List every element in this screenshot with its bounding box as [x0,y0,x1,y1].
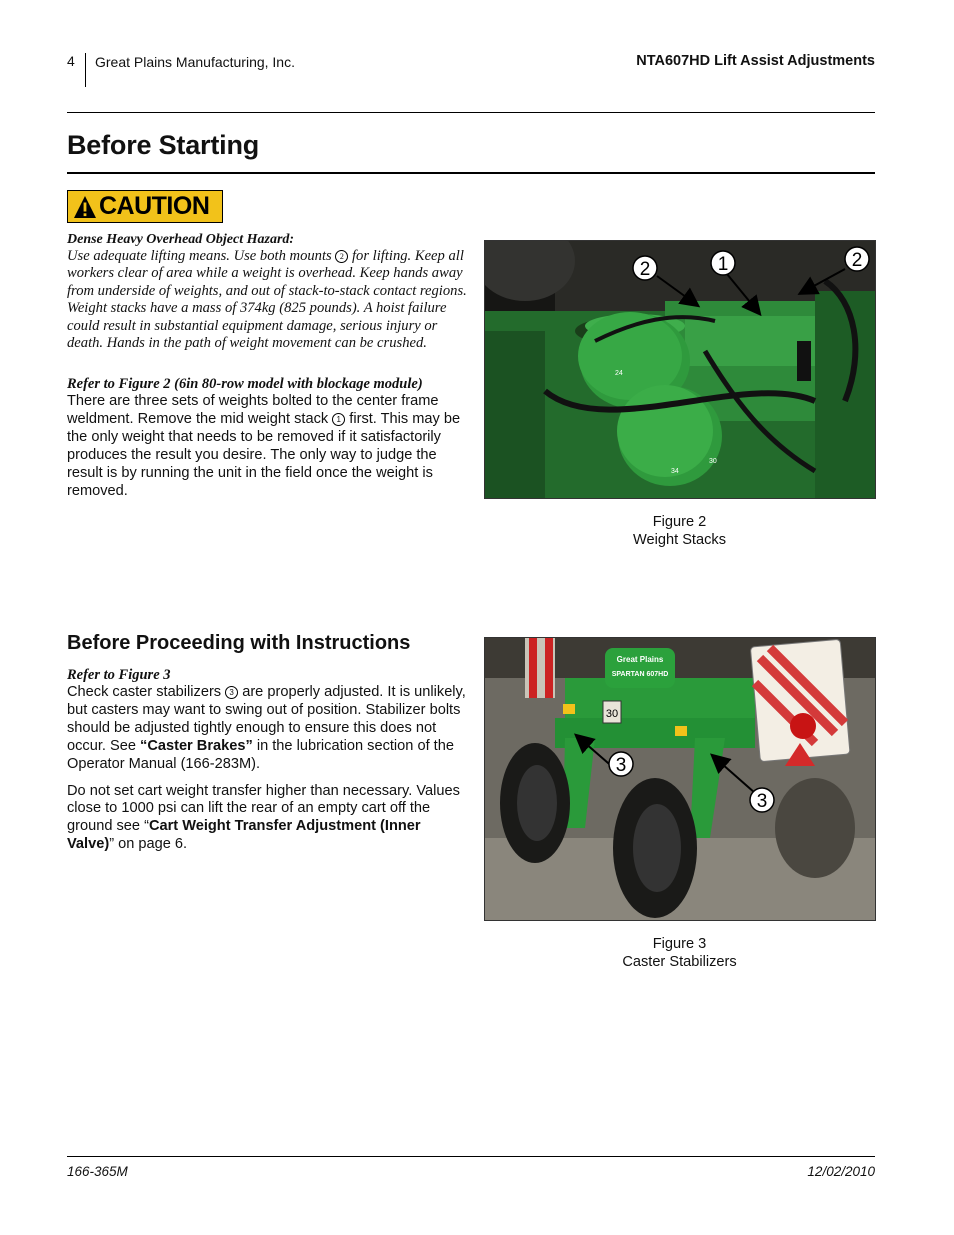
callout-3-right [750,788,774,812]
svg-text:2: 2 [851,250,863,271]
hazard-title: Dense Heavy Overhead Object Hazard: [67,232,295,247]
svg-text:3: 3 [615,755,627,776]
figure3-title: Caster Stabilizers [622,954,737,970]
caution-label [67,190,223,223]
hazard-body: Use adequate lifting means. Use both mounts 2 for lifting. Keep all workers clear of area while a weight is overhead. Keep hands away from underside of weights, and out of stack-to-stack contact regions. Weight stacks have a mass of 374kg (825 pounds). A hoist failure could result in substantial equipment damage, serious injury or death. Hands in the path of weight movement can be crushed. [67,248,467,352]
section1-text [67,376,467,500]
figure3-caption [484,935,875,971]
warning-triangle-icon [73,195,97,219]
footer-date: 12/02/2010 [807,1164,875,1179]
caster-brakes-link[interactable]: “Caster Brakes” [140,737,253,754]
plate-label: 24 [615,370,623,377]
document-title: NTA607HD Lift Assist Adjustments [636,53,875,69]
callout-ref-2: 2 [335,250,348,263]
model-text: SPARTAN 607HD [611,671,669,678]
header-divider [85,53,86,87]
callout-2-right [845,247,869,271]
caution-text: CAUTION [99,192,210,220]
callout-2-left [633,256,657,280]
callout-1 [711,251,735,275]
decal-number: 30 [605,708,619,720]
figure3-number: Figure 3 [652,936,707,952]
company-name: Great Plains Manufacturing, Inc. [95,54,295,70]
section2-paragraph-2: Do not set cart weight transfer higher than necessary. Values close to 1000 psi can lift the rear of an empty cart off the ground see “Cart Weight Transfer Adjustment (Inner Valve)” on page 6. [67,782,460,853]
logo-text: Great Plains [616,655,664,664]
figure2-number: Figure 2 [652,514,707,530]
svg-text:1: 1 [717,254,729,275]
figure2-title: Weight Stacks [632,532,726,548]
section2-paragraph-1: Check caster stabilizers 3 are properly adjusted. It is unlikely, but casters may want to swing out of position. Stabilizer bolts should be adjusted tightly enough to ensure this does not occur. See “Caster Brakes” in the lubrication section of the Operator Manual (166-283M). [67,684,466,772]
part-number: 166-365M [67,1164,128,1179]
figure3-reference: Refer to Figure 3 [67,667,171,683]
footer-rule [67,1156,875,1157]
section1-paragraph: There are three sets of weights bolted to the center frame weldment. Remove the mid weight stack 1 first. This may be the only weight that needs to be removed if it satisfactorily produces the result you desire. The only way to judge the result is by running the unit in the field once the weight is removed. [67,393,461,499]
plate-label: 34 [671,468,679,475]
header-rule [67,112,875,113]
figure3-photo [484,637,876,921]
svg-text:3: 3 [756,791,768,812]
section-heading: Before Proceeding with Instructions [67,632,411,654]
callout-3-left [609,752,633,776]
page-title: Before Starting [67,130,260,160]
figure2-photo [484,240,876,499]
title-rule [67,172,875,174]
cart-weight-transfer-link[interactable]: Cart Weight Transfer Adjustment (Inner Valve) [67,818,421,853]
callout-ref-3: 3 [225,686,238,699]
callout-ref-1: 1 [332,413,345,426]
plate-label: 30 [709,458,717,465]
section2-text [67,667,467,854]
page-number: 4 [67,53,75,69]
figure2-caption [484,513,875,549]
svg-text:2: 2 [639,259,651,280]
figure2-reference: Refer to Figure 2 (6in 80-row model with blockage module) [67,376,423,392]
